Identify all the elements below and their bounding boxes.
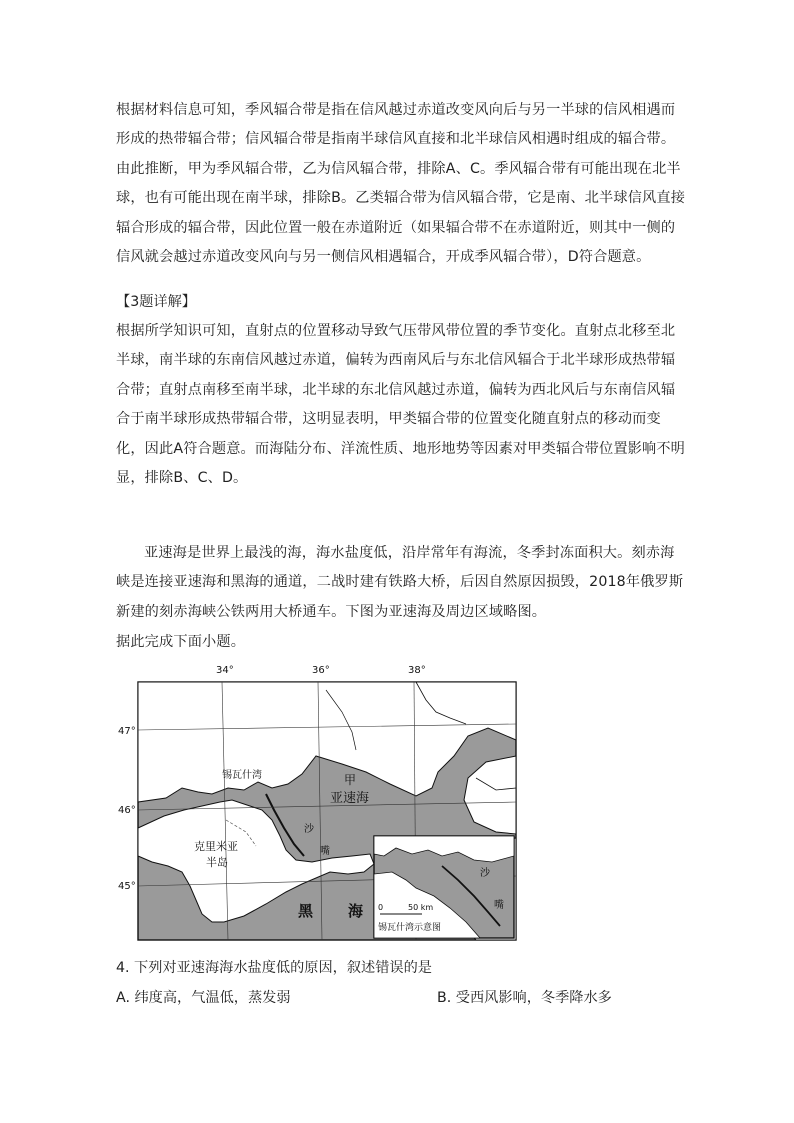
- answer-paragraph-2: 根据所学知识可知，直射点的位置移动导致气压带风带位置的季节变化。直射点北移至北半球，南半球的东南信风越过赤道，偏转为西南风后与东北信风辐合于北半球形成热带辐合带；直射点南移至南半球，北半球的东北信风越过赤道，偏转为西北风后与东南信风辐合于南半球形成热带辐合带，这明显表明，甲类辐合带的位置变化随直射点的移动而变化，因此A符合题意。而海陆分布、洋流性质、地形地势等因素对甲类辐合带位置影响不明显，排除B、C、D。: [116, 323, 686, 487]
- lat-label-46: 46°: [118, 805, 136, 816]
- inset-label-zui: 嘴: [494, 900, 504, 911]
- label-hei: 黑: [298, 902, 314, 920]
- lon-label-36: 36°: [312, 665, 330, 676]
- inset-scale-50km: 50 km: [408, 903, 434, 912]
- inset-title: 锡瓦什湾示意图: [378, 923, 442, 933]
- option-b: B. 受西风影响，冬季降水多: [437, 990, 612, 1006]
- lon-label-38: 38°: [408, 665, 426, 676]
- label-zui: 嘴: [320, 846, 330, 857]
- label-hai: 海: [348, 902, 364, 920]
- lat-label-45: 45°: [118, 881, 136, 892]
- label-crimea-2: 半岛: [206, 856, 228, 869]
- azov-sea-map: [116, 660, 526, 945]
- label-sha: 沙: [304, 824, 314, 835]
- inset-scale-zero: 0: [378, 903, 384, 912]
- label-azov-sea: 亚速海: [330, 791, 370, 806]
- section-heading-q3: 【3题详解】: [116, 294, 196, 310]
- instruction-line: 据此完成下面小题。: [116, 634, 246, 650]
- answer-paragraph-1: 根据材料信息可知，季风辐合带是指在信风越过赤道改变风向后与另一半球的信风相遇而形成的热带辐合带；信风辐合带是指南半球信风直接和北半球信风相遇时组成的辐合带。由此推断，甲为季风辐合带，乙为信风辐合带，排除A、C。季风辐合带有可能出现在北半球，也有可能出现在南半球，排除B。乙类辐合带为信风辐合带，它是南、北半球信风直接辐合形成的辐合带，因此位置一般在赤道附近（如果辐合带不在赤道附近，则其中一侧的信风就会越过赤道改变风向与另一侧信风相遇辐合，开成季风辐合带），D符合题意。: [116, 102, 686, 266]
- lon-label-34: 34°: [216, 665, 234, 676]
- inset-label-sha: 沙: [480, 868, 490, 879]
- question-4: 4. 下列对亚速海海水盐度低的原因，叙述错误的是: [116, 960, 432, 976]
- sivash-inset-map: [374, 836, 514, 938]
- option-a: A. 纬度高，气温低，蒸发弱: [116, 990, 291, 1006]
- label-jia: 甲: [344, 773, 357, 787]
- label-crimea-1: 克里米亚: [194, 840, 238, 853]
- lat-label-47: 47°: [118, 726, 136, 737]
- label-sivash-bay: 锡瓦什湾: [222, 770, 262, 781]
- material-paragraph: 亚速海是世界上最浅的海，海水盐度低，沿岸常年有海流，冬季封冻面积大。刻赤海峡是连接亚速海和黑海的通道，二战时建有铁路大桥，后因自然原因损毁，2018年俄罗斯新建的刻赤海峡公铁两用大桥通车。下图为亚速海及周边区域略图。: [116, 545, 684, 620]
